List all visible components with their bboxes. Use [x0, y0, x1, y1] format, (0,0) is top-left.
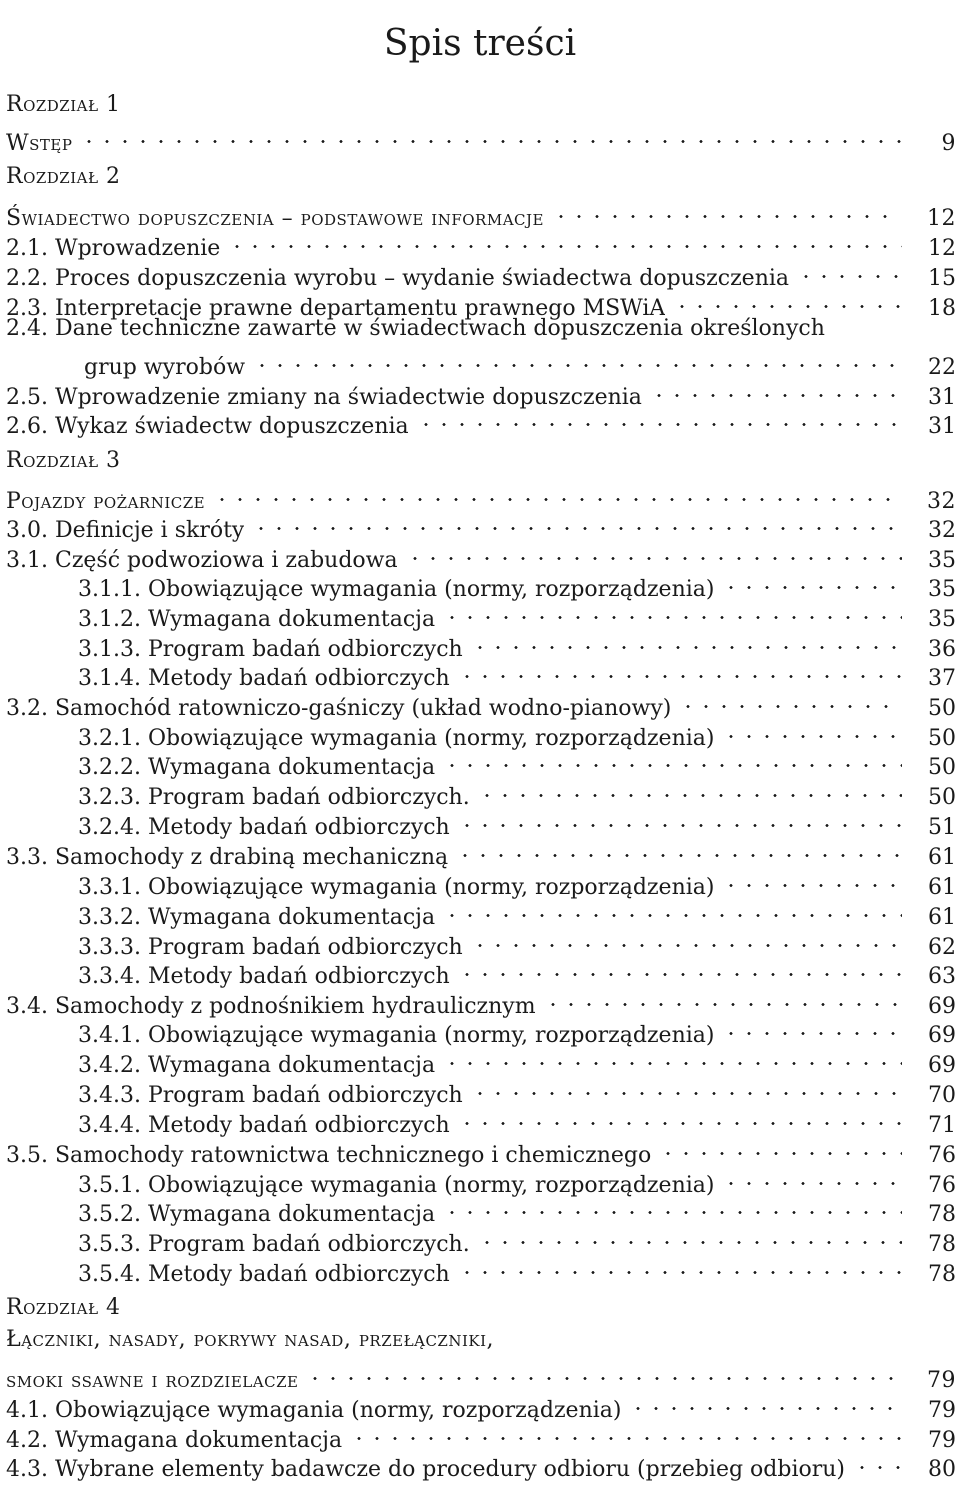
dot-leader	[458, 655, 902, 685]
toc-entry-page-number: 78	[928, 1232, 956, 1257]
toc-entry-page-number: 69	[928, 1023, 956, 1048]
toc-entry-label: Program badań odbiorczych	[147, 1083, 463, 1108]
toc-entry-label: Definicje i skróty	[54, 518, 245, 543]
toc-entry-row	[6, 1417, 956, 1453]
toc-entry[interactable]	[0, 655, 960, 691]
chapter-heading: Rozdział 4	[6, 1295, 121, 1320]
toc-entry-number: 3.1.2.	[78, 607, 148, 632]
toc-entry-row	[6, 1325, 956, 1355]
toc-entry-label: Metody badań odbiorczych	[147, 666, 450, 691]
toc-entry-row	[78, 715, 956, 751]
toc-entry-page-number: 63	[928, 964, 956, 989]
toc-entry-label: Obowiązujące wymagania (normy, rozporządzenia)	[147, 726, 715, 751]
toc-entry-page-number: 80	[928, 1457, 956, 1482]
toc-entry[interactable]	[0, 864, 960, 900]
toc-entry-number: 3.5.4.	[78, 1262, 148, 1287]
dot-leader	[722, 566, 902, 596]
toc-entry-row	[6, 983, 956, 1019]
dot-leader	[722, 1012, 902, 1042]
toc-entry-number: 3.3.3.	[78, 935, 148, 960]
toc-entry-label: Program badań odbiorczych	[147, 637, 463, 662]
toc-entry-row	[6, 834, 956, 870]
toc-entry-label: Wymagana dokumentacja	[147, 1202, 436, 1227]
toc-entry[interactable]	[0, 566, 960, 602]
toc-entry[interactable]	[0, 804, 960, 840]
toc-entry-row	[6, 255, 956, 291]
toc-entry-label: Metody badań odbiorczych	[147, 964, 450, 989]
toc-entry-row	[78, 924, 956, 960]
toc-entry-page-number: 70	[928, 1083, 956, 1108]
toc-entry-number: 2.3.	[6, 296, 55, 321]
toc-entry-page-number: 35	[928, 548, 956, 573]
toc-entry-page-number: 61	[928, 845, 956, 870]
toc-entry-row	[6, 374, 956, 410]
toc-entry-label: Dane techniczne zawarte w świadectwach dopuszczenia określonych	[54, 316, 825, 341]
toc-entry[interactable]	[0, 537, 960, 573]
toc-entry[interactable]	[0, 1417, 960, 1453]
toc-entry-row	[78, 1072, 956, 1108]
toc-entry-row	[6, 685, 956, 721]
toc-entry-row	[78, 894, 956, 930]
toc-entry-number: 2.6.	[6, 414, 55, 439]
toc-entry-row	[6, 507, 956, 543]
toc-entry-page-number: 22	[928, 355, 956, 380]
chapter-heading: Rozdział 2	[6, 164, 121, 189]
toc-entry[interactable]	[0, 314, 960, 344]
toc-entry-number: 2.2.	[6, 266, 55, 291]
chapter-heading: Rozdział 3	[6, 448, 121, 473]
toc-entry-number: 3.2.3.	[78, 785, 148, 810]
dot-leader	[797, 255, 902, 285]
toc-entry[interactable]	[0, 1325, 960, 1355]
toc-entry-number: 2.4.	[6, 316, 55, 341]
dot-leader	[471, 1072, 902, 1102]
toc-entry-number: 4.3.	[6, 1457, 55, 1482]
toc-entry-row	[84, 344, 956, 380]
toc-entry-number: 3.5.3.	[78, 1232, 148, 1257]
dot-leader	[253, 344, 902, 374]
toc-entry-label: Wprowadzenie zmiany na świadectwie dopuszczenia	[54, 385, 642, 410]
toc-entry-label: Obowiązujące wymagania (normy, rozporządzenia)	[54, 1398, 622, 1423]
dot-leader	[80, 120, 908, 150]
toc-entry-row	[78, 655, 956, 691]
toc-entry[interactable]	[0, 924, 960, 960]
dot-leader	[228, 225, 902, 255]
toc-entry-number: 3.3.4.	[78, 964, 148, 989]
toc-entry[interactable]	[0, 1072, 960, 1108]
toc-entry-page-number: 76	[928, 1173, 956, 1198]
dot-leader	[679, 685, 902, 715]
toc-entry-label: Wymagana dokumentacja	[147, 607, 436, 632]
toc-entry-row	[78, 804, 956, 840]
toc-entry-label: Obowiązujące wymagania (normy, rozporządzenia)	[147, 875, 715, 900]
toc-entry[interactable]	[0, 1102, 960, 1138]
toc-entry[interactable]	[0, 1357, 960, 1393]
toc-entry[interactable]	[0, 225, 960, 261]
dot-leader	[650, 374, 902, 404]
toc-entry-page-number: 50	[928, 755, 956, 780]
toc-entry-row	[78, 1012, 956, 1048]
toc-entry[interactable]	[0, 1162, 960, 1198]
toc-entry-label: Obowiązujące wymagania (normy, rozporządzenia)	[147, 1173, 715, 1198]
toc-entry-label: Samochody z drabiną mechaniczną	[54, 845, 449, 870]
toc-entry-page-number: 32	[927, 489, 956, 514]
toc-entry[interactable]	[0, 626, 960, 662]
toc-entry-number: 2.5.	[6, 385, 55, 410]
toc-entry-page-number: 61	[928, 875, 956, 900]
toc-entry-row	[6, 314, 956, 344]
toc-entry-page-number: 79	[928, 1428, 956, 1453]
dot-leader	[406, 537, 902, 567]
dot-leader	[443, 1042, 902, 1072]
toc-entry[interactable]	[0, 983, 960, 1019]
toc-entry-number: 3.2.2.	[78, 755, 148, 780]
toc-entry-number: 3.4.1.	[78, 1023, 148, 1048]
toc-entry-label: Wymagana dokumentacja	[147, 1053, 436, 1078]
dot-leader	[544, 983, 902, 1013]
toc-entry-page-number: 12	[927, 206, 956, 231]
toc-entry-row	[6, 403, 956, 439]
dot-leader	[552, 195, 901, 225]
toc-entry-label: Proces dopuszczenia wyrobu – wydanie świadectwa dopuszczenia	[54, 266, 790, 291]
dot-leader	[456, 834, 902, 864]
toc-entry[interactable]	[0, 478, 960, 514]
toc-entry-page-number: 18	[928, 296, 956, 321]
toc-entry[interactable]	[0, 285, 960, 321]
dot-leader	[252, 507, 902, 537]
toc-entry-label: Samochody ratownictwa technicznego i chemicznego	[54, 1143, 652, 1168]
toc-entry-number: 3.1.1.	[78, 577, 148, 602]
toc-entry-number: 3.4.	[6, 994, 55, 1019]
toc-entry-row	[6, 1387, 956, 1423]
toc-entry[interactable]	[0, 403, 960, 439]
toc-entry-label: Część podwoziowa i zabudowa	[54, 548, 398, 573]
toc-entry-page-number: 35	[928, 607, 956, 632]
toc-entry[interactable]	[0, 1042, 960, 1078]
dot-leader	[478, 774, 902, 804]
toc-entry[interactable]	[0, 1387, 960, 1423]
toc-entry-label: Program badań odbiorczych	[147, 935, 463, 960]
toc-entry-label: Wybrane elementy badawcze do procedury odbioru (przebieg odbioru)	[54, 1457, 846, 1482]
toc-entry[interactable]	[0, 255, 960, 291]
toc-entry-page-number: 50	[928, 696, 956, 721]
toc-entry-page-number: 78	[928, 1202, 956, 1227]
dot-leader	[471, 924, 902, 954]
dot-leader	[417, 403, 902, 433]
toc-entry-label: grup wyrobów	[84, 355, 246, 380]
toc-entry-page-number: 36	[928, 637, 956, 662]
toc-entry-label: Łączniki, nasady, pokrywy nasad, przełączniki,	[6, 1327, 495, 1352]
toc-entry-row	[6, 537, 956, 573]
dot-leader	[350, 1417, 902, 1447]
dot-leader	[443, 744, 902, 774]
toc-entry[interactable]	[0, 1251, 960, 1287]
dot-leader	[722, 1162, 902, 1192]
toc-entry-page-number: 31	[928, 385, 956, 410]
dot-leader	[853, 1446, 902, 1476]
toc-entry-row	[78, 566, 956, 602]
toc-entry-page-number: 79	[928, 1398, 956, 1423]
dot-leader	[458, 804, 902, 834]
toc-entry-label: Obowiązujące wymagania (normy, rozporządzenia)	[147, 1023, 715, 1048]
toc-entry-page-number: 51	[928, 815, 956, 840]
toc-entry-number: 3.5.	[6, 1143, 55, 1168]
toc-entry-page-number: 12	[928, 236, 956, 261]
toc-entry[interactable]	[0, 715, 960, 751]
toc-entry-row	[78, 1102, 956, 1138]
toc-entry-label: Wprowadzenie	[54, 236, 221, 261]
toc-entry-page-number: 69	[928, 994, 956, 1019]
toc-entry-row	[6, 1132, 956, 1168]
toc-entry[interactable]	[0, 1221, 960, 1257]
toc-entry-number: 4.1.	[6, 1398, 55, 1423]
toc-entry-page-number: 79	[927, 1368, 956, 1393]
toc-entry-page-number: 61	[928, 905, 956, 930]
toc-entry-label: Program badań odbiorczych.	[147, 785, 470, 810]
toc-entry-number: 3.2.1.	[78, 726, 148, 751]
toc-entry-label: Program badań odbiorczych.	[147, 1232, 470, 1257]
toc-entry-page-number: 50	[928, 726, 956, 751]
toc-entry-number: 3.5.2.	[78, 1202, 148, 1227]
toc-entry-number: 3.2.4.	[78, 815, 148, 840]
dot-leader	[213, 478, 901, 508]
toc-entry-label: Metody badań odbiorczych	[147, 1262, 450, 1287]
dot-leader	[478, 1221, 902, 1251]
toc-entry[interactable]	[0, 120, 960, 156]
toc-entry-row	[6, 1357, 956, 1393]
toc-entry-label: Samochody z podnośnikiem hydraulicznym	[54, 994, 536, 1019]
toc-entry-label: Interpretacje prawne departamentu prawnego MSWiA	[54, 296, 666, 321]
toc-entry-row	[6, 225, 956, 261]
toc-entry[interactable]	[0, 744, 960, 780]
toc-entry[interactable]	[0, 1132, 960, 1168]
toc-entry-label: Wymagana dokumentacja	[147, 755, 436, 780]
toc-entry-row	[78, 864, 956, 900]
toc-entry-page-number: 32	[928, 518, 956, 543]
toc-entry-row	[6, 478, 956, 514]
toc-entry[interactable]	[0, 344, 960, 380]
toc-entry-row	[78, 596, 956, 632]
dot-leader	[443, 1191, 902, 1221]
toc-entry-label: Metody badań odbiorczych	[147, 815, 450, 840]
toc-entry-row	[78, 744, 956, 780]
dot-leader	[306, 1357, 901, 1387]
toc-entry-row	[6, 120, 956, 156]
toc-entry[interactable]	[0, 953, 960, 989]
toc-entry-number: 3.3.1.	[78, 875, 148, 900]
toc-entry[interactable]	[0, 1012, 960, 1048]
toc-entry[interactable]	[0, 195, 960, 231]
toc-entry-label: Wymagana dokumentacja	[54, 1428, 343, 1453]
toc-entry-label: Świadectwo dopuszczenia – podstawowe informacje	[6, 206, 544, 231]
toc-entry[interactable]	[0, 834, 960, 870]
toc-entry[interactable]	[0, 507, 960, 543]
toc-entry-number: 3.5.1.	[78, 1173, 148, 1198]
toc-entry-number: 3.1.3.	[78, 637, 148, 662]
toc-entry-row	[6, 1446, 956, 1482]
page-title: Spis treści	[383, 23, 577, 65]
toc-entry-label: Wykaz świadectw dopuszczenia	[54, 414, 409, 439]
toc-entry-number: 3.1.	[6, 548, 55, 573]
toc-entry-page-number: 69	[928, 1053, 956, 1078]
toc-entry-page-number: 9	[941, 131, 956, 156]
toc-entry-row	[78, 1221, 956, 1257]
toc-entry-page-number: 78	[928, 1262, 956, 1287]
toc-entry-row	[78, 1042, 956, 1078]
toc-entry-row	[78, 1251, 956, 1287]
toc-entry-number: 4.2.	[6, 1428, 55, 1453]
toc-entry-page-number: 71	[928, 1113, 956, 1138]
toc-entry-row	[78, 953, 956, 989]
toc-entry-page-number: 76	[928, 1143, 956, 1168]
toc-entry-label: Obowiązujące wymagania (normy, rozporządzenia)	[147, 577, 715, 602]
dot-leader	[673, 285, 902, 315]
dot-leader	[443, 894, 902, 924]
toc-entry-page-number: 35	[928, 577, 956, 602]
toc-entry-row	[6, 195, 956, 231]
toc-entry-row	[6, 285, 956, 321]
dot-leader	[471, 626, 902, 656]
toc-entry-label: Wstęp	[6, 131, 73, 156]
toc-entry-number: 3.4.2.	[78, 1053, 148, 1078]
toc-entry-row	[78, 626, 956, 662]
dot-leader	[722, 864, 902, 894]
toc-entry-row	[78, 774, 956, 810]
toc-entry-page-number: 50	[928, 785, 956, 810]
dot-leader	[629, 1387, 902, 1417]
dot-leader	[458, 953, 902, 983]
toc-entry-row	[78, 1162, 956, 1198]
toc-entry-number: 3.2.	[6, 696, 55, 721]
toc-entry-page-number: 62	[928, 935, 956, 960]
dot-leader	[458, 1251, 902, 1281]
toc-entry-number: 3.3.2.	[78, 905, 148, 930]
toc-entry-label: Metody badań odbiorczych	[147, 1113, 450, 1138]
toc-entry[interactable]	[0, 596, 960, 632]
toc-entry[interactable]	[0, 374, 960, 410]
dot-leader	[722, 715, 902, 745]
toc-entry-label: Pojazdy pożarnicze	[6, 489, 206, 514]
dot-leader	[659, 1132, 902, 1162]
toc-entry-number: 2.1.	[6, 236, 55, 261]
toc-entry[interactable]	[0, 1446, 960, 1482]
toc-entry-label: Samochód ratowniczo-gaśniczy (układ wodno-pianowy)	[54, 696, 672, 721]
dot-leader	[443, 596, 902, 626]
chapter-heading: Rozdział 1	[6, 92, 121, 117]
toc-entry-page-number: 31	[928, 414, 956, 439]
toc-entry-row	[78, 1191, 956, 1227]
toc-entry-number: 3.0.	[6, 518, 55, 543]
toc-entry[interactable]	[0, 685, 960, 721]
toc-entry-page-number: 15	[928, 266, 956, 291]
toc-entry-page-number: 37	[928, 666, 956, 691]
toc-entry-label: Wymagana dokumentacja	[147, 905, 436, 930]
toc-entry-number: 3.1.4.	[78, 666, 148, 691]
toc-entry[interactable]	[0, 894, 960, 930]
toc-entry-number: 3.4.3.	[78, 1083, 148, 1108]
dot-leader	[458, 1102, 902, 1132]
toc-entry-number: 3.3.	[6, 845, 55, 870]
toc-entry-label: smoki ssawne i rozdzielacze	[6, 1368, 299, 1393]
toc-entry[interactable]	[0, 1191, 960, 1227]
toc-entry[interactable]	[0, 774, 960, 810]
toc-entry-number: 3.4.4.	[78, 1113, 148, 1138]
